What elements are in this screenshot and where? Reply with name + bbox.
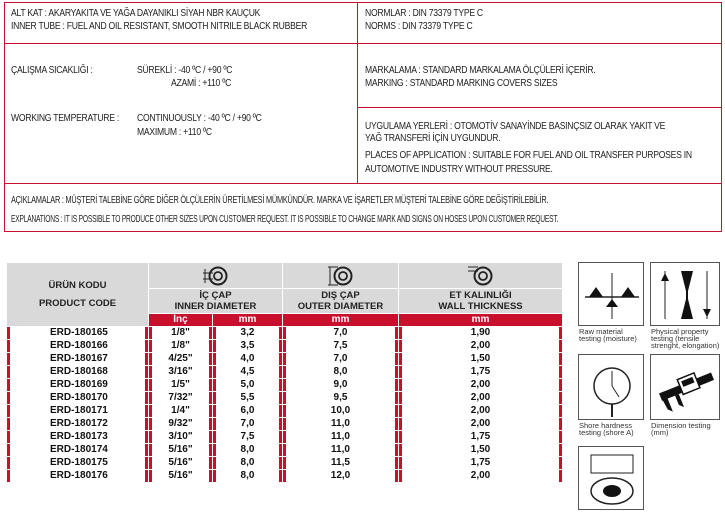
inner-inch-value: 5/16" — [152, 444, 209, 456]
physical-caption-3: strenght, elongation) — [651, 341, 720, 350]
inner-mm-cell — [213, 353, 283, 366]
inner-inch-value: 1/8" — [152, 327, 209, 339]
tensile-test-icon — [651, 263, 721, 327]
product-code-cell — [7, 392, 149, 405]
inner-inch-value: 4/25" — [152, 353, 209, 365]
inner-inch-cell — [149, 418, 213, 431]
inner-mm-cell — [213, 431, 283, 444]
outer-diameter-icon — [326, 265, 356, 287]
product-code-cell — [7, 470, 149, 483]
product-code-value: ERD-180175 — [10, 457, 145, 469]
inner-inch-cell — [149, 405, 213, 418]
product-code-value: ERD-180174 — [10, 444, 145, 456]
outer-mm-value: 11,5 — [286, 457, 395, 469]
table-row — [7, 379, 563, 392]
spec-divider-right — [357, 107, 721, 108]
wall-mm-value: 2,00 — [402, 340, 559, 352]
inner-inch-value: 1/4" — [152, 405, 209, 417]
wall-mm-value: 2,00 — [402, 405, 559, 417]
inner-mm-cell — [213, 379, 283, 392]
inner-mm-cell — [213, 392, 283, 405]
wall-thickness-en: WALL THICKNESS — [438, 301, 523, 313]
raw-material-caption-2: testing (moisture) — [579, 334, 637, 343]
product-code-cell — [7, 379, 149, 392]
outer-mm-cell — [283, 444, 399, 457]
table-row — [7, 457, 563, 470]
shore-hardness-box — [578, 354, 644, 420]
shore-caption-2: testing (shore A) — [579, 428, 634, 437]
inner-diameter-tr: İÇ ÇAP — [199, 290, 232, 302]
outer-diameter-header — [283, 289, 399, 313]
wall-mm-cell — [399, 405, 563, 418]
inner-tube-tr: ALT KAT : AKARYAKITA VE YAĞA DAYANIKLI SİYAH NBR KAUÇUK — [11, 8, 261, 19]
inner-diameter-icon — [201, 265, 231, 287]
product-code-cell — [7, 418, 149, 431]
wall-mm-value: 2,00 — [402, 392, 559, 404]
inner-inch-cell — [149, 457, 213, 470]
table-row — [7, 353, 563, 366]
product-code-en: PRODUCT CODE — [38, 298, 117, 309]
outer-mm-cell — [283, 405, 399, 418]
product-code-cell — [7, 366, 149, 379]
outer-mm-cell — [283, 379, 399, 392]
wall-mm-value: 1,50 — [402, 353, 559, 365]
norms-en: NORMS : DIN 73379 TYPE C — [365, 21, 473, 32]
outer-mm-value: 7,0 — [286, 353, 395, 365]
spec-divider-1 — [5, 43, 721, 44]
dimension-caption-1: Dimension testing — [651, 421, 711, 430]
product-code-value: ERD-180172 — [10, 418, 145, 430]
inner-inch-cell — [149, 366, 213, 379]
outer-mm-cell — [283, 392, 399, 405]
temp-en-cont: CONTINUOUSLY : -40 ºC / +90 ºC — [137, 113, 262, 124]
product-code-tr: ÜRÜN KODU — [48, 280, 107, 291]
outer-mm-cell — [283, 470, 399, 483]
table-row — [7, 392, 563, 405]
temp-tr-cont: SÜREKLİ : -40 ºC / +90 ºC — [137, 65, 233, 76]
balance-scale-icon — [579, 263, 645, 327]
product-table — [6, 262, 563, 483]
inner-mm-value: 4,0 — [216, 353, 279, 365]
raw-material-box — [578, 262, 644, 326]
inner-inch-cell — [149, 444, 213, 457]
outer-mm-cell — [283, 366, 399, 379]
wall-mm-cell — [399, 470, 563, 483]
inner-inch-value: 7/32" — [152, 392, 209, 404]
wall-mm-cell — [399, 457, 563, 470]
inner-diameter-icon-cell — [149, 263, 283, 289]
inner-inch-value: 3/10" — [152, 431, 209, 443]
inner-mm-value: 6,0 — [216, 405, 279, 417]
inner-inch-cell — [149, 470, 213, 483]
dimension-caption-2: (mm) — [651, 428, 669, 437]
inner-mm-cell — [213, 327, 283, 340]
outer-mm-value: 9,0 — [286, 379, 395, 391]
inner-inch-value: 1/8" — [152, 340, 209, 352]
outer-mm-cell — [283, 431, 399, 444]
explanations-tr: AÇIKLAMALAR : MÜŞTERİ TALEBİNE GÖRE DİĞER ÖLÇÜLERİN ÜRETİLMESİ MÜMKÜNDÜR. MARKA VE İŞARETLER MÜŞTERİ TALEBİNE GÖRE DEĞİŞTİRİLEBİLİR. — [11, 195, 549, 206]
inner-mm-cell — [213, 470, 283, 483]
inner-mm-value: 7,5 — [216, 431, 279, 443]
wall-thickness-icon-cell — [399, 263, 563, 289]
unit-mm-outer: mm — [283, 313, 399, 326]
wall-mm-value: 1,90 — [402, 327, 559, 339]
hardness-gauge-icon — [579, 355, 645, 421]
application-tr-1: UYGULAMA YERLERİ : OTOMOTİV SANAYİNDE BASINÇSIZ OLARAK YAKIT VE — [365, 121, 666, 132]
product-code-value: ERD-180176 — [10, 470, 145, 482]
outer-mm-value: 7,5 — [286, 340, 395, 352]
temp-en-label: WORKING TEMPERATURE : — [11, 113, 119, 124]
inner-mm-value: 7,0 — [216, 418, 279, 430]
inner-inch-cell — [149, 392, 213, 405]
inner-tube-en: INNER TUBE : FUEL AND OIL RESISTANT, SMOOTH NITRILE BLACK RUBBER — [11, 21, 308, 32]
inner-mm-cell — [213, 457, 283, 470]
inner-inch-value: 5/16" — [152, 457, 209, 469]
marking-tr: MARKALAMA : STANDARD MARKALAMA ÖLÇÜLERİ İÇERİR. — [365, 65, 596, 76]
table-row — [7, 327, 563, 340]
inner-mm-value: 5,0 — [216, 379, 279, 391]
product-code-value: ERD-180173 — [10, 431, 145, 443]
inner-mm-value: 8,0 — [216, 470, 279, 482]
table-row — [7, 444, 563, 457]
product-code-value: ERD-180166 — [10, 340, 145, 352]
inner-inch-value: 9/32" — [152, 418, 209, 430]
product-code-value: ERD-180170 — [10, 392, 145, 404]
inner-inch-cell — [149, 353, 213, 366]
product-code-cell — [7, 457, 149, 470]
temp-tr-label: ÇALIŞMA SICAKLIĞI : — [11, 65, 93, 76]
unit-inch: İnç — [149, 313, 213, 326]
temp-tr-max: AZAMİ : +110 ºC — [171, 78, 232, 89]
wall-mm-value: 2,00 — [402, 418, 559, 430]
product-code-value: ERD-180168 — [10, 366, 145, 378]
outer-mm-value: 12,0 — [286, 470, 395, 482]
physical-property-box — [650, 262, 720, 326]
product-code-cell — [7, 327, 149, 340]
outer-diameter-icon-cell — [283, 263, 399, 289]
caliper-icon — [651, 355, 721, 421]
product-code-header — [7, 263, 149, 327]
inner-mm-cell — [213, 418, 283, 431]
outer-mm-value: 9,5 — [286, 392, 395, 404]
product-code-value: ERD-180167 — [10, 353, 145, 365]
outer-diameter-tr: DIŞ ÇAP — [321, 290, 360, 302]
wall-thickness-header — [399, 289, 563, 313]
inner-diameter-en: INNER DIAMETER — [174, 301, 257, 313]
test-icons-panel — [578, 262, 722, 514]
outer-mm-cell — [283, 353, 399, 366]
table-row — [7, 366, 563, 379]
product-table-body — [7, 327, 563, 483]
wall-mm-value: 1,75 — [402, 431, 559, 443]
outer-mm-value: 8,0 — [286, 366, 395, 378]
wall-thickness-icon — [466, 265, 496, 287]
spec-box — [4, 2, 722, 232]
inner-inch-cell — [149, 327, 213, 340]
hose-roll-icon — [579, 447, 645, 511]
product-code-cell — [7, 405, 149, 418]
unit-mm-inner: mm — [213, 313, 283, 326]
inner-inch-cell — [149, 379, 213, 392]
spec-divider-2 — [5, 183, 721, 184]
application-en-1: PLACES OF APPLICATION : SUITABLE FOR FUEL AND OIL TRANSFER PURPOSES IN — [365, 150, 692, 161]
wall-mm-value: 1,75 — [402, 457, 559, 469]
outer-mm-value: 11,0 — [286, 444, 395, 456]
inner-mm-value: 3,5 — [216, 340, 279, 352]
table-row — [7, 431, 563, 444]
spec-divider-vertical — [357, 3, 358, 183]
outer-mm-cell — [283, 340, 399, 353]
inner-mm-cell — [213, 340, 283, 353]
marking-en: MARKING : STANDARD MARKING COVERS SIZES — [365, 78, 558, 89]
product-code-cell — [7, 444, 149, 457]
physical-caption-1: Physical property — [651, 327, 709, 336]
wall-mm-cell — [399, 431, 563, 444]
inner-mm-value: 5,5 — [216, 392, 279, 404]
inner-mm-cell — [213, 366, 283, 379]
product-code-cell — [7, 431, 149, 444]
shore-caption-1: Shore hardness — [579, 421, 632, 430]
physical-caption-2: testing (tensile — [651, 334, 700, 343]
table-row — [7, 470, 563, 483]
application-en-2: AUTOMOTIVE INDUSTRY WITHOUT PRESSURE. — [365, 164, 553, 175]
wall-mm-cell — [399, 392, 563, 405]
outer-mm-value: 11,0 — [286, 431, 395, 443]
inner-diameter-header — [149, 289, 283, 313]
table-row — [7, 340, 563, 353]
wall-mm-cell — [399, 366, 563, 379]
temp-en-max: MAXIMUM : +110 ºC — [137, 127, 212, 138]
inner-inch-cell — [149, 340, 213, 353]
outer-mm-value: 10,0 — [286, 405, 395, 417]
inner-inch-cell — [149, 431, 213, 444]
unit-mm-wall: mm — [399, 313, 563, 326]
inner-mm-value: 3,2 — [216, 327, 279, 339]
table-row — [7, 418, 563, 431]
wall-mm-cell — [399, 379, 563, 392]
norms-tr: NORMLAR : DIN 73379 TYPE C — [365, 8, 483, 19]
product-code-cell — [7, 353, 149, 366]
product-code-value: ERD-180171 — [10, 405, 145, 417]
inner-mm-cell — [213, 405, 283, 418]
outer-mm-value: 7,0 — [286, 327, 395, 339]
wall-mm-value: 1,75 — [402, 366, 559, 378]
outer-mm-cell — [283, 418, 399, 431]
wall-mm-cell — [399, 353, 563, 366]
inner-inch-value: 3/16" — [152, 366, 209, 378]
outer-mm-cell — [283, 327, 399, 340]
outer-mm-cell — [283, 457, 399, 470]
wall-mm-cell — [399, 418, 563, 431]
wall-mm-value: 2,00 — [402, 379, 559, 391]
wall-thickness-tr: ET KALINLIĞI — [449, 290, 512, 302]
application-tr-2: YAĞ TRANSFERİ İÇİN UYGUNDUR. — [365, 133, 501, 144]
inner-mm-value: 8,0 — [216, 444, 279, 456]
wall-mm-value: 2,00 — [402, 470, 559, 482]
wall-mm-cell — [399, 327, 563, 340]
inner-mm-value: 8,0 — [216, 457, 279, 469]
wall-mm-cell — [399, 340, 563, 353]
raw-material-caption-1: Raw material — [579, 327, 623, 336]
table-row — [7, 405, 563, 418]
wall-mm-value: 1,50 — [402, 444, 559, 456]
inner-inch-value: 1/5" — [152, 379, 209, 391]
inner-mm-value: 4,5 — [216, 366, 279, 378]
inner-mm-cell — [213, 444, 283, 457]
tape-roll-box — [578, 446, 644, 510]
wall-mm-cell — [399, 444, 563, 457]
product-code-cell — [7, 340, 149, 353]
explanations-en: EXPLANATIONS : IT IS POSSIBLE TO PRODUCE OTHER SIZES UPON CUSTOMER REQUEST. IT IS POSSIBLE TO CHANGE MARK AND SIGNS ON HOSES UPON CUSTOMER REQUEST. — [11, 214, 559, 225]
inner-inch-value: 5/16" — [152, 470, 209, 482]
outer-mm-value: 11,0 — [286, 418, 395, 430]
dimension-testing-box — [650, 354, 720, 420]
outer-diameter-en: OUTER DIAMETER — [297, 301, 384, 313]
product-code-value: ERD-180169 — [10, 379, 145, 391]
product-code-value: ERD-180165 — [10, 327, 145, 339]
